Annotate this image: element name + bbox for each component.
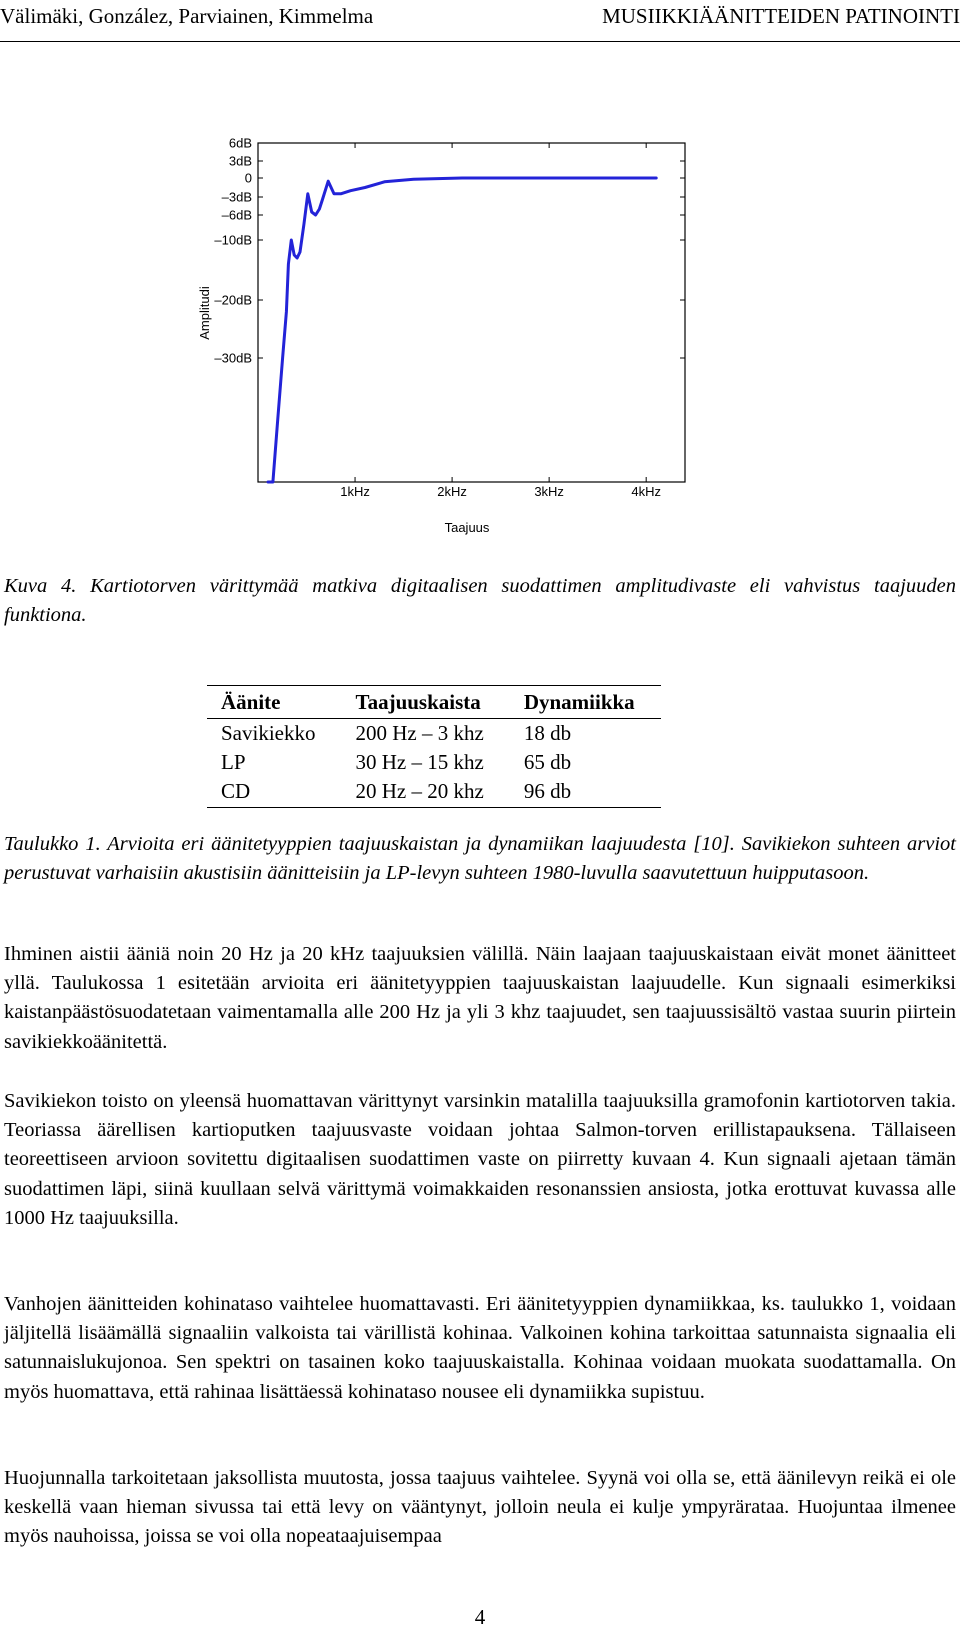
page-number: 4	[474, 1605, 486, 1629]
x-tick-label: 4kHz	[631, 484, 661, 499]
body-paragraph: Savikiekon toisto on yleensä huomattavan värittynyt varsinkin matalilla taajuuksilla gramofonin kartiotorven takia. Teoriassa äärellisen kartioputken taajuusvaste voidaan johtaa Salmon-torven erillistapauksena. Tällaiseen teoreettiseen arvioon sovitettu digitaalisen suodattimen vaste on piirretty kuvaan 4. Kun signaali ajetaan tämän suodattimen läpi, siinä kuullaan selvä värittymä voimakkaiden resonanssien ansiosta, jotka erottuvat kuvassa alle 1000 Hz taajuuksilla.	[4, 1090, 956, 1229]
figure-caption: Kuva 4. Kartiotorven värittymää matkiva digitaalisen suodattimen amplitudivaste eli vahvistus taajuuden funktiona.	[4, 575, 956, 626]
table-caption: Taulukko 1. Arvioita eri äänitetyyppien taajuuskaistan ja dynamiikan laajuudesta [10]. Savikiekon suhteen arviot perustuvat varhaisiin akustisiin äänitteisiin ja LP-levyn suhteen 1980-luvulla saavutettuun huipputasoon.	[4, 833, 956, 884]
table-header-cell: Dynamiikka	[510, 686, 661, 719]
table-cell: 30 Hz – 15 khz	[355, 750, 484, 774]
header-authors: Välimäki, González, Parviainen, Kimmelma	[0, 4, 374, 28]
y-tick-label: –6dB	[221, 207, 252, 223]
plot-frame	[258, 143, 685, 482]
table-row	[207, 777, 661, 808]
y-tick-label: 0	[244, 170, 252, 186]
table-cell: 200 Hz – 3 khz	[355, 721, 484, 745]
x-tick-label: 3kHz	[534, 484, 564, 499]
table-header-row	[207, 686, 661, 719]
x-axis-ticks	[340, 143, 661, 499]
recording-types-table	[207, 685, 661, 808]
y-tick-label: –3dB	[221, 189, 252, 205]
table-cell: 65 db	[523, 750, 572, 774]
table-cell: 96 db	[510, 777, 661, 808]
x-axis-label: Taajuus	[444, 520, 490, 535]
table-cell: Savikiekko	[221, 721, 316, 745]
table-cell: LP	[221, 750, 246, 774]
y-tick-label: 3dB	[228, 153, 252, 169]
body-paragraph: Vanhojen äänitteiden kohinataso vaihtelee huomattavasti. Eri äänitetyyppien dynamiikkaa, ks. taulukko 1, voidaan jäljitellä lisäämällä signaaliin valkoista tai värillistä kohinaa. Valkoinen kohina tarkoittaa satunnaista signaalia eli satunnaislukujonoa. Sen spektri on tasainen koko taajuuskaistalla. Kohinaa voidaan muokata suodattamalla. On myös huomattava, että rahinaa lisättäessä kohinataso nousee eli dynamiikka supistuu.	[4, 1293, 956, 1403]
y-tick-label: –30dB	[214, 350, 252, 366]
table-cell: 20 Hz – 20 khz	[342, 777, 510, 808]
table-header-cell: Äänite	[207, 686, 342, 719]
x-tick-label: 2kHz	[437, 484, 467, 499]
table-cell: CD	[207, 777, 342, 808]
body-paragraph: Ihminen aistii ääniä noin 20 Hz ja 20 kHz taajuuksien välillä. Näin laajaan taajuuskaistaan eivät monet äänitteet yllä. Taulukossa 1 esitetään arvioita eri äänitetyyppien taajuuskaistan laajuudelle. Kun signaali esimerkiksi kaistanpäästösuodatetaan vaimentamalla alle 200 Hz ja yli 3 khz taajuudet, sen taajuussisältö vastaa suurin piirtein savikiekkoäänitettä.	[4, 943, 956, 1053]
y-axis-label: Amplitudi	[197, 286, 212, 340]
y-tick-label: –20dB	[214, 292, 252, 308]
table-row	[207, 748, 661, 777]
header-title: MUSIIKKIÄÄNITTEIDEN PATINOINTI	[602, 4, 960, 28]
x-tick-label: 1kHz	[340, 484, 370, 499]
table-row	[207, 719, 661, 749]
body-paragraph: Huojunnalla tarkoitetaan jaksollista muutosta, jossa taajuus vaihtelee. Syynä voi olla se, että äänilevyn reikä ei ole keskellä vaan hieman sivussa tai että levy on vääntynyt, jolloin neula ei kulje ympyrärataa. Huojuntaa ilmenee myös nauhoissa, joissa se voi olla nopeataajuisempaa	[4, 1467, 956, 1548]
table-header-cell: Taajuuskaista	[342, 686, 510, 719]
amplitude-response-chart	[0, 0, 960, 560]
y-tick-label: –10dB	[214, 232, 252, 248]
table-cell: 18 db	[523, 721, 572, 745]
series-line	[268, 178, 656, 482]
y-tick-label: 6dB	[228, 135, 252, 151]
